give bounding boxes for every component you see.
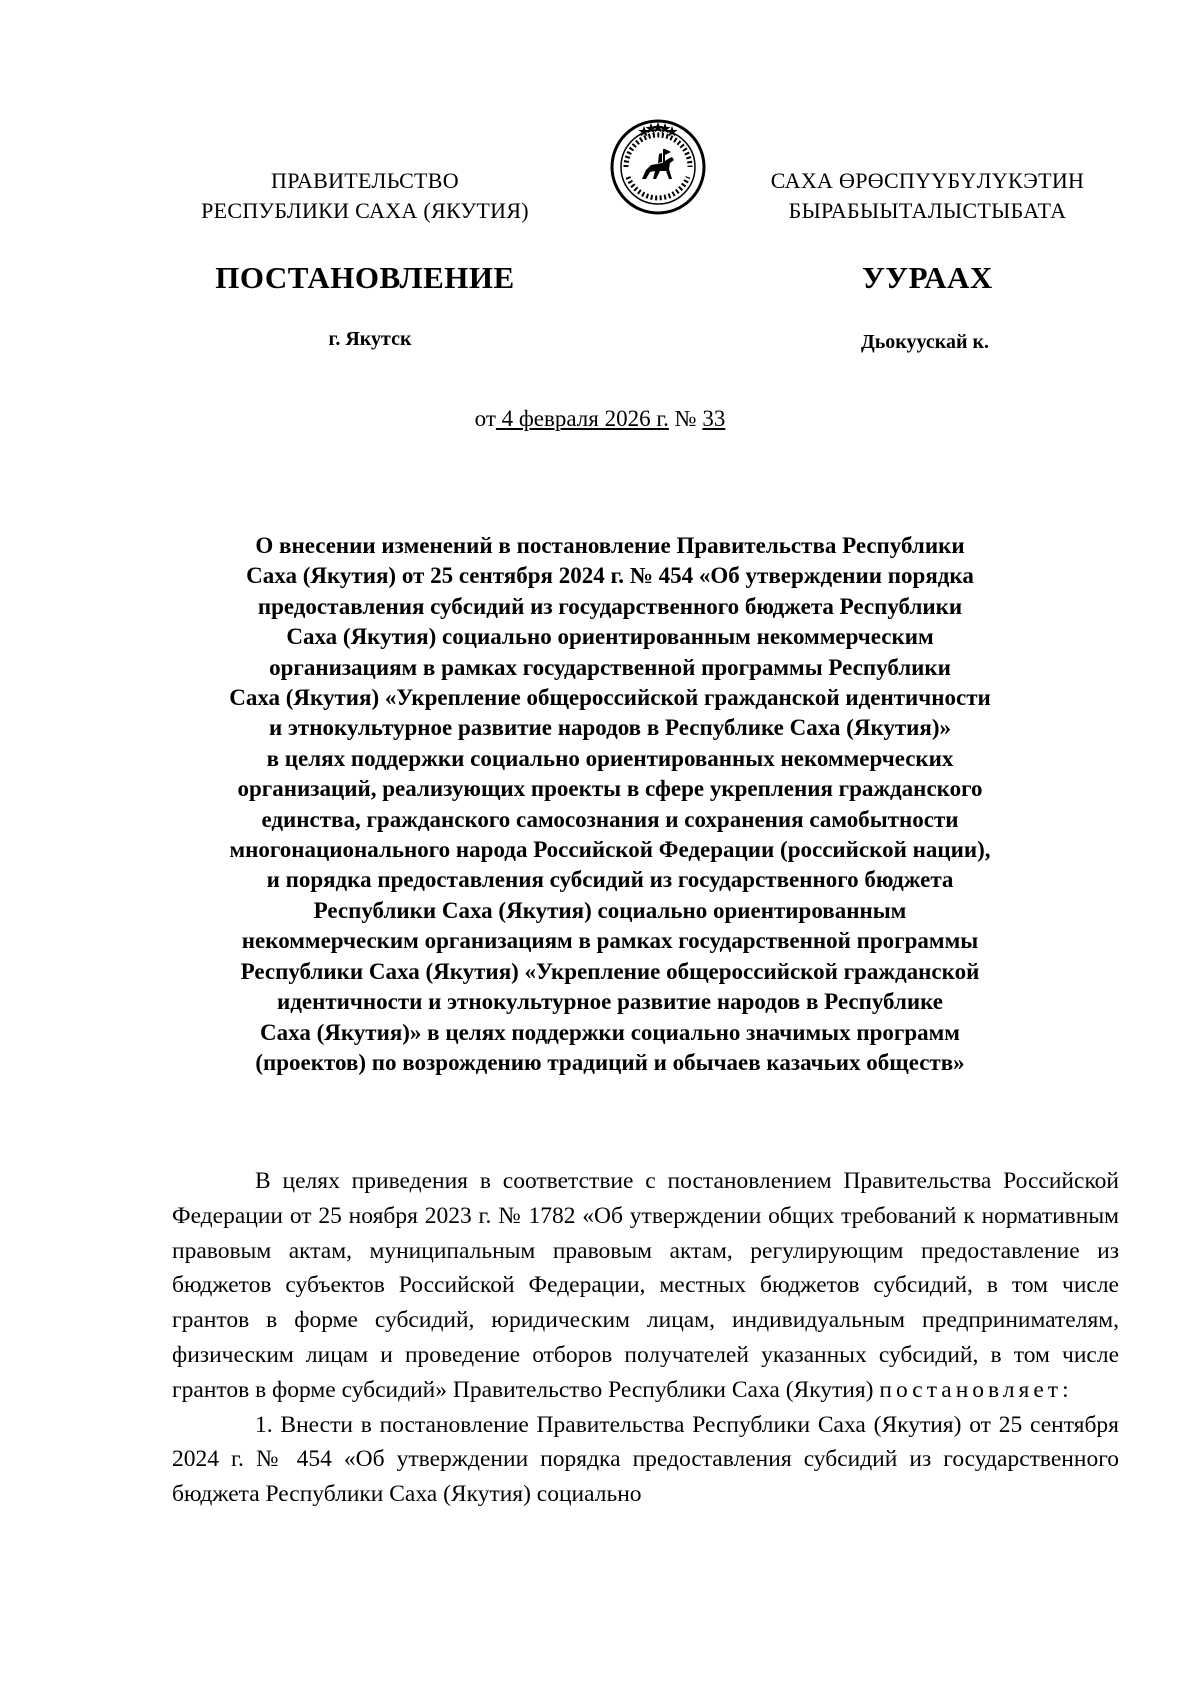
title-line: некоммерческим организациям в рамках государственной программы — [241, 928, 979, 954]
document-number: 33 — [702, 406, 726, 431]
title-line: Саха (Якутия) социально ориентированным некоммерческим — [286, 624, 934, 650]
doc-type-russian: ПОСТАНОВЛЕНИЕ — [215, 260, 515, 295]
body-paragraph-item-1: 1. Внести в постановление Правительства Республики Саха (Якутия) от 25 сентября 2024 г. № 454 «Об утверждении порядка предоставления субсидий из государственного бюджета Республики Саха (Якутия) социально — [172, 1411, 1119, 1508]
header-right-line2: БЫРАБЫЫТАЛЫСТЫБАТА — [788, 198, 1067, 223]
document-body — [172, 1164, 1119, 1512]
document-title — [160, 531, 1060, 1078]
title-line: и порядка предоставления субсидий из государственного бюджета — [266, 867, 954, 893]
title-line: в целях поддержки социально ориентированных некоммерческих — [266, 745, 954, 771]
title-line: идентичности и этнокультурное развитие народов в Республике — [276, 989, 944, 1015]
title-line: Республики Саха (Якутия) «Укрепление общероссийской гражданской — [240, 958, 980, 984]
title-line: О внесении изменений в постановление Правительства Республики — [255, 533, 965, 558]
title-line: предоставления субсидий из государственного бюджета Республики — [257, 593, 963, 619]
title-line: Саха (Якутия) от 25 сентября 2024 г. № 454 «Об утверждении порядка — [246, 563, 974, 589]
title-line: многонационального народа Российской Федерации (российской нации), — [229, 837, 991, 863]
title-line: Саха (Якутия) «Укрепление общероссийской гражданской идентичности — [229, 685, 991, 711]
header-left-line2: РЕСПУБЛИКИ САХА (ЯКУТИЯ) — [201, 198, 529, 223]
title-line: организаций, реализующих проекты в сфере укрепления гражданского — [237, 776, 983, 802]
title-line: единства, гражданского самосознания и сохранения самобытности — [261, 806, 959, 832]
decree-verb: постановляет: — [879, 1376, 1073, 1403]
republic-sakha-coat-of-arms-icon — [606, 113, 710, 217]
title-line: Саха (Якутия)» в целях поддержки социально значимых программ — [260, 1019, 960, 1045]
title-line: Республики Саха (Якутия) социально ориентированным — [313, 897, 907, 923]
city-russian: г. Якутск — [328, 328, 412, 350]
doc-type-yakut: УУРААХ — [862, 260, 993, 295]
title-line: и этнокультурное развитие народов в Республике Саха (Якутия)» — [268, 715, 952, 741]
title-line: (проектов) по возрождению традиций и обычаев казачьих обществ» — [255, 1049, 965, 1075]
date-prefix: от — [474, 406, 496, 431]
header-left-line1: ПРАВИТЕЛЬСТВО — [271, 168, 459, 193]
preamble-text: В целях приведения в соответствие с постановлением Правительства Российской Федерации от 25 ноября 2023 г. № 1782 «Об утверждении общих требований к нормативным правовым актам, муниципальным правовым актам, регулирующим предоставление из бюджетов субъектов Российской Федерации, местных бюджетов субсидий, в том числе грантов в форме субсидий, юридическим лицам, индивидуальным предпринимателям, физическим лицам и проведение отборов получателей указанных субсидий, в том числе грантов в форме субсидий» Правительство Республики Саха (Якутия) — [172, 1168, 1119, 1403]
body-paragraph-preamble — [172, 1164, 1119, 1408]
date-number-line — [300, 403, 900, 435]
city-yakut: Дьокуускай к. — [860, 331, 990, 353]
header-right-line1: САХА ӨРӨСПҮҮБҮЛҮКЭТИН — [770, 168, 1085, 193]
number-sign: № — [668, 406, 703, 431]
header-left-block — [180, 166, 550, 226]
document-date: 4 февраля 2026 г. — [495, 406, 669, 431]
header-right-block — [745, 166, 1110, 226]
title-line: организациям в рамках государственной программы Республики — [269, 654, 951, 680]
